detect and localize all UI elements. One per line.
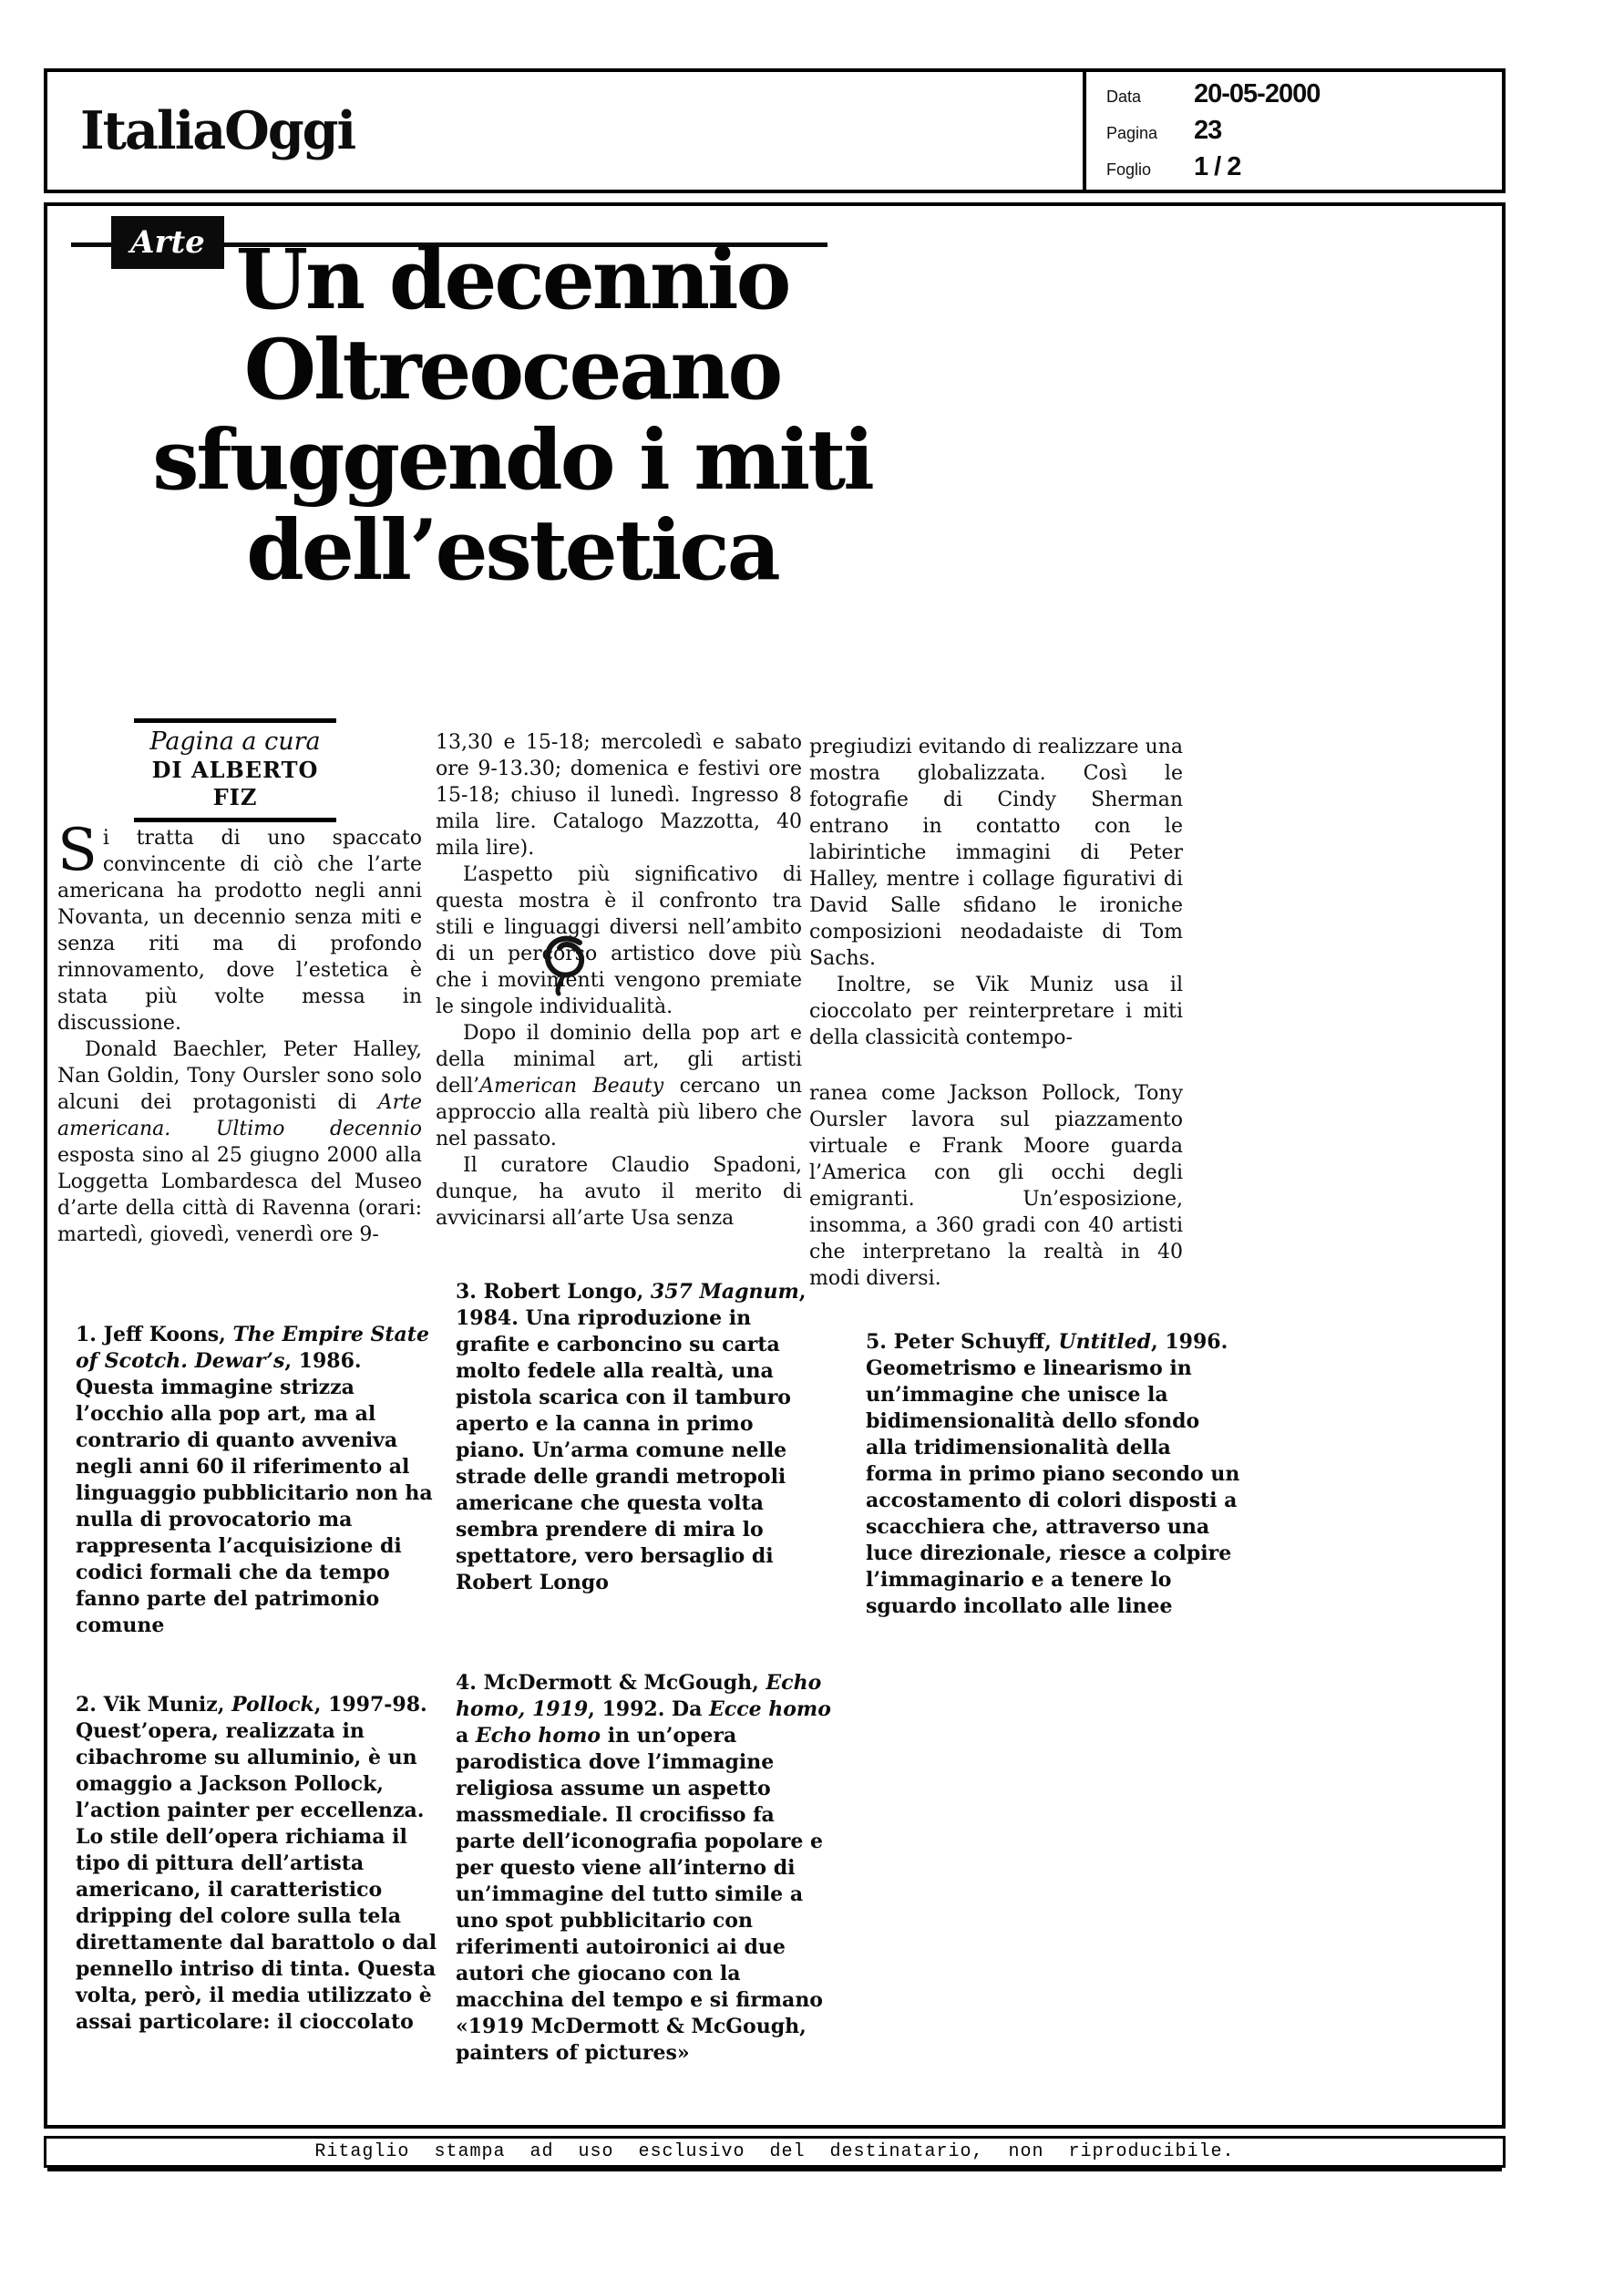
page-value: 23 [1194,116,1222,145]
paragraph [76,1322,442,1639]
text-run: , 1996. Geometrismo e linearismo in un’immagine che unisce la bidimensionalità dello sfondo alla tridimensionalità della forma in primo piano secondo un accostamento di colori disposti a scacchiera che, attraverso una luce direzionale, riesce a colpire l’immaginario e a tenere lo sguardo incollato alle linee [866,1330,1240,1618]
text-run: , 1997-98. Quest’opera, realizzata in cibachrome su alluminio, è un omaggio a Jackson Pollock, l’action painter per eccellenza. Lo stile dell’opera richiama il tipo di pittura dell’artista americano, il caratteristico dripping del colore sulla tela direttamente dal barattolo o dal pennello intriso di tinta. Questa volta, però, il media utilizzato è assai particolare: il cioccolato [76,1693,437,2034]
text-run: , 1984. Una riproduzione in grafite e carboncino su carta molto fedele alla realtà, una pistola scarica con il tamburo aperto e la canna in primo piano. Un’arma comune nelle strade delle grandi metropoli americane che questa volta sembra prendere di mira lo spettatore, vero bersaglio di Robert Longo [456,1280,807,1594]
text-run: 5. Peter Schuyff, [866,1330,1059,1354]
headline-line-4: dell’estetica [246,502,778,599]
meta-row-date [1106,79,1502,109]
article-box [44,202,1506,2129]
footer-strip [44,2136,1506,2168]
paragraph [456,1670,840,2067]
article-headline [75,232,950,599]
paragraph [456,1279,829,1596]
meta-row-page [1106,116,1502,146]
paragraph [866,1329,1241,1620]
text-run: i tratta di uno spaccato convincente di ciò che l’arte americana ha prodotto negli anni Novanta, un decennio senza miti e senza riti ma di profondo rinnovamento, dove l’estetica è stata più volte messa in discussione. [57,827,422,1035]
byline-block [134,718,336,822]
text-run: , 1992. Da [588,1697,710,1721]
text-run: Dopo il dominio della pop art e della minimal art, gli artisti dell’ [436,1022,802,1098]
text-run: a [456,1724,476,1748]
section-kicker: Arte [111,216,224,269]
italic-run: Arte americana. Ultimo decennio [57,1091,422,1140]
headline-line-3: sfuggendo i miti [152,412,872,509]
italic-run: The Empire State of Scotch. Dewar’s [76,1323,429,1373]
newspaper-logo: ItaliaOggi [80,100,355,161]
body-column-2 [436,729,802,1232]
text-run: Il curatore Claudio Spadoni, dunque, ha avuto il merito di avvicinarsi all’arte Usa senza [436,1154,802,1230]
sheet-label: Foglio [1106,160,1152,179]
paragraph [436,1152,802,1232]
italic-run: Untitled [1058,1330,1152,1354]
italic-run: Echo homo [475,1724,601,1748]
italic-run: Pollock [231,1693,314,1717]
text-run: , 1986. Questa immagine strizza l’occhio alla pop art, ma al contrario di quanto avveniva negli anni 60 il riferimento al linguaggio pubblicitario non ha nulla di provocatorio ma rappresenta l’acquisizione di codici formali che da tempo fanno parte del patrimonio comune [76,1349,433,1637]
caption-1-jeff-koons [76,1322,442,1639]
italic-run: 357 Magnum [650,1280,799,1304]
paragraph [809,1080,1183,1292]
paragraph [436,861,802,1020]
masthead-box [44,68,1506,193]
paragraph [809,972,1183,1051]
body-column-3-lower [809,1080,1183,1292]
headline-line-1: Un decennio [235,232,789,328]
text-run: cercano un approccio alla realtà più libero che nel passato. [436,1075,802,1150]
date-value: 20-05-2000 [1194,79,1321,108]
caption-5-peter-schuyff [866,1329,1241,1620]
text-run: Inoltre, se Vik Muniz usa il cioccolato per reinterpretare i miti della classicità contempo- [809,974,1183,1049]
paragraph [57,817,422,1036]
text-run: pregiudizi evitando di realizzare una mostra globalizzata. Così le fotografie di Cindy Sherman entrano in contatto con le labirintiche immagini di Peter Halley, mentre i collage figurativi di David Salle sfidano le ironiche composizioni neodadaiste di Tom Sachs. [809,736,1183,970]
text-run: 3. Robert Longo, [456,1280,651,1304]
caption-4-mcdermott-mcgough [456,1670,840,2067]
paragraph [436,729,802,861]
paragraph [809,734,1183,972]
byline-author: DI ALBERTO FIZ [151,757,319,810]
body-column-1 [57,817,422,1248]
date-label: Data [1106,88,1142,106]
text-run: esposta sino al 25 giugno 2000 alla Loggetta Lombardesca del Museo d’arte della città di Ravenna (orari: martedì, giovedì, venerdì ore 9- [57,1144,422,1246]
meta-row-sheet [1106,152,1502,182]
text-run: 2. Vik Muniz, [76,1693,232,1717]
sheet-value: 1 / 2 [1194,152,1241,181]
italic-run: Ecce homo [709,1697,831,1721]
text-run: L’aspetto più significativo di questa mostra è il confronto tra stili e linguaggi diversi nell’ambito di un percorso artistico dove più che i movimenti vengono premiate le singole individualità. [436,863,802,1018]
caption-3-robert-longo [456,1279,829,1596]
text-run: 4. McDermott & McGough, [456,1671,766,1695]
text-run: 13,30 e 15-18; mercoledì e sabato ore 9-13.30; domenica e festivi ore 15-18; chiuso il lunedì. Ingresso 8 mila lire. Catalogo Mazzotta, 40 mila lire). [436,731,802,860]
logo-cell [47,72,1083,190]
text-run: in un’opera parodistica dove l’immagine religiosa assume un aspetto massmediale. Il crocifisso fa parte dell’iconografia popolare e per questo viene all’interno di un’immagine del tutto simile a uno spot pubblicitario con riferimenti autoironici ai due autori che giocano con la macchina del tempo e si firmano «1919 McDermott & McGough, painters of pictures» [456,1724,824,2065]
text-run: ranea come Jackson Pollock, Tony Oursler lavora sul piazzamento virtuale e Frank Moore guarda l’America con gli occhi degli emigranti. Un’esposizione, insomma, a 360 gradi con 40 artisti che interpretano la realtà in 40 modi diversi. [809,1082,1183,1290]
page-label: Pagina [1106,124,1158,142]
italic-run: American Beauty [479,1075,664,1098]
drop-cap: S [57,817,98,884]
paragraph [436,1020,802,1152]
paragraph [57,1036,422,1248]
byline-kicker: Pagina a cura [149,727,321,756]
body-column-3-upper [809,734,1183,1051]
footer-disclaimer: Ritaglio stampa ad uso esclusivo del destinatario, non riproducibile. [314,2141,1235,2162]
pen-mark-annotation [540,933,605,1003]
paragraph [76,1692,446,2036]
caption-2-vik-muniz [76,1692,446,2036]
italic-run: Echo homo, 1919 [456,1671,822,1721]
text-run: 1. Jeff Koons, [76,1323,233,1346]
text-run: Donald Baechler, Peter Halley, Nan Goldin, Tony Oursler sono solo alcuni dei protagonisti di [57,1038,422,1114]
headline-line-2: Oltreoceano [243,322,781,418]
clipping-meta-box [1083,72,1502,190]
